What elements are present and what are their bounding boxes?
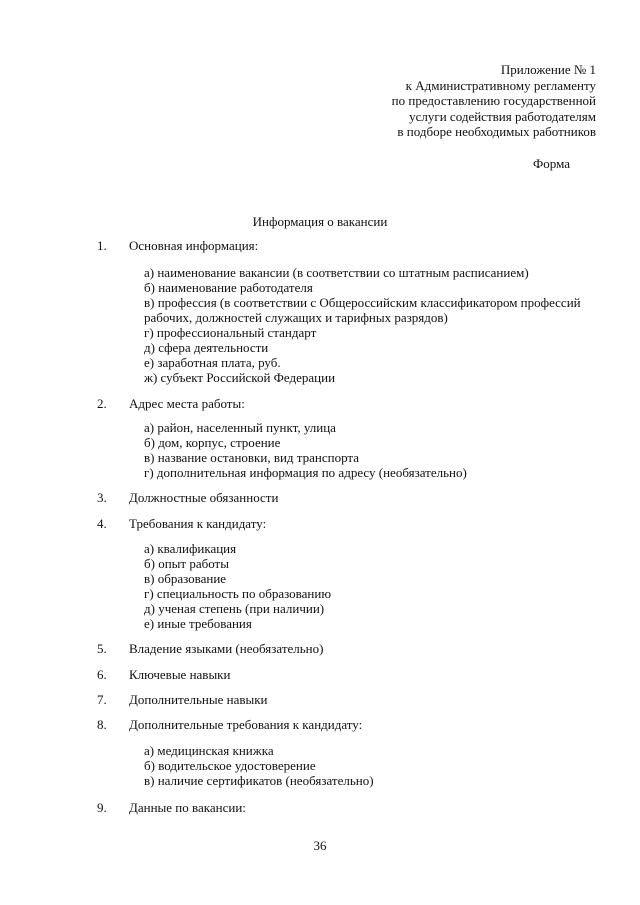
section-number: 6. <box>97 667 107 682</box>
section-title: Основная информация: <box>129 238 259 253</box>
section-heading <box>97 800 246 816</box>
section-heading <box>97 396 245 412</box>
list-item: д) ученая степень (при наличии) <box>144 601 325 616</box>
section-number: 7. <box>97 692 107 707</box>
list-item: е) иные требования <box>144 616 252 631</box>
section-heading <box>97 717 362 733</box>
list-item: рабочих, должностей служащих и тарифных разрядов) <box>144 310 448 325</box>
section-subitems <box>144 541 331 631</box>
section-number: 3. <box>97 490 107 505</box>
list-item: г) дополнительная информация по адресу (необязательно) <box>144 465 467 480</box>
section-title: Дополнительные навыки <box>129 692 268 707</box>
section-heading <box>97 692 268 708</box>
section-heading <box>97 490 278 506</box>
document-title: Информация о вакансии <box>252 214 388 229</box>
section-title: Данные по вакансии: <box>129 800 246 815</box>
list-item: д) сфера деятельности <box>144 340 269 355</box>
annex-line: в подборе необходимых работников <box>397 124 596 139</box>
list-item: б) водительское удостоверение <box>144 758 316 773</box>
list-item: б) опыт работы <box>144 556 229 571</box>
list-item: в) профессия (в соответствии с Общероссийским классификатором профессий <box>144 295 581 310</box>
section-number: 1. <box>97 238 107 253</box>
list-item: а) медицинская книжка <box>144 743 274 758</box>
list-item: г) профессиональный стандарт <box>144 325 317 340</box>
section-heading <box>97 641 323 657</box>
section-heading <box>97 516 266 532</box>
section-title: Дополнительные требования к кандидату: <box>129 717 363 732</box>
list-item: в) название остановки, вид транспорта <box>144 450 360 465</box>
section-subitems <box>144 743 374 788</box>
section-heading <box>97 238 258 254</box>
list-item: е) заработная плата, руб. <box>144 355 281 370</box>
annex-line: Приложение № 1 <box>500 62 596 77</box>
list-item: б) дом, корпус, строение <box>144 435 281 450</box>
section-number: 9. <box>97 800 107 815</box>
section-number: 8. <box>97 717 107 732</box>
list-item: ж) субъект Российской Федерации <box>144 370 336 385</box>
page-number: 36 <box>313 838 327 853</box>
annex-reference <box>392 62 596 140</box>
list-item: а) квалификация <box>144 541 237 556</box>
list-item: а) наименование вакансии (в соответствии со штатным расписанием) <box>144 265 529 280</box>
section-heading <box>97 667 230 683</box>
list-item: г) специальность по образованию <box>144 586 332 601</box>
section-number: 5. <box>97 641 107 656</box>
list-item: в) образование <box>144 571 227 586</box>
annex-line: по предоставлению государственной <box>391 93 596 108</box>
section-title: Должностные обязанности <box>129 490 279 505</box>
section-subitems <box>144 420 467 480</box>
section-title: Требования к кандидату: <box>129 516 267 531</box>
section-number: 4. <box>97 516 107 531</box>
form-label: Форма <box>533 156 570 171</box>
section-number: 2. <box>97 396 107 411</box>
section-title: Адрес места работы: <box>129 396 245 411</box>
section-subitems <box>144 265 581 385</box>
list-item: б) наименование работодателя <box>144 280 313 295</box>
list-item: а) район, населенный пункт, улица <box>144 420 336 435</box>
section-title: Ключевые навыки <box>129 667 231 682</box>
section-title: Владение языками (необязательно) <box>129 641 324 656</box>
list-item: в) наличие сертификатов (необязательно) <box>144 773 374 788</box>
annex-line: к Административному регламенту <box>405 77 596 93</box>
annex-line: услуги содействия работодателям <box>409 108 596 124</box>
